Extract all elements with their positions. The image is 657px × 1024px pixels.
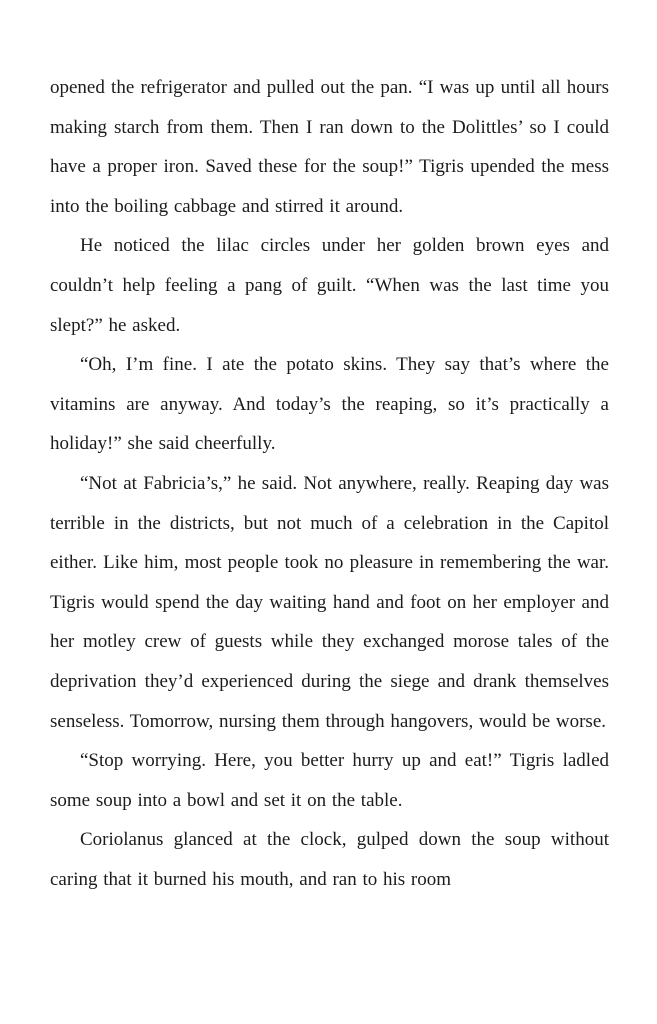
paragraph: He noticed the lilac circles under her golden brown eyes and couldn’t help feeling a pang of guilt. “When was the last time you slept?” he asked. bbox=[50, 235, 609, 336]
paragraph: Coriolanus glanced at the clock, gulped down the soup without caring that it burned his mouth, and ran to his room bbox=[50, 829, 609, 890]
paragraph: “Stop worrying. Here, you better hurry up and eat!” Tigris ladled some soup into a bowl and set it on the table. bbox=[50, 750, 609, 811]
paragraph: “Oh, I’m fine. I ate the potato skins. They say that’s where the vitamins are anyway. And today’s the reaping, so it’s practically a holiday!” she said cheerfully. bbox=[50, 354, 609, 455]
paragraph: “Not at Fabricia’s,” he said. Not anywhere, really. Reaping day was terrible in the districts, but not much of a celebration in the Capitol either. Like him, most people took no pleasure in remembering the war. Tigris would spend the day waiting hand and foot on her employer and her motley crew of guests while they exchanged morose tales of the deprivation they’d experienced during the siege and drank themselves senseless. Tomorrow, nursing them through hangovers, would be worse. bbox=[50, 472, 609, 732]
paragraph: opened the refrigerator and pulled out the pan. “I was up until all hours making starch from them. Then I ran down to the Dolittles’ so I could have a proper iron. Saved these for the soup!” Tigris upended the mess into the boiling cabbage and stirred it around. bbox=[50, 77, 609, 217]
